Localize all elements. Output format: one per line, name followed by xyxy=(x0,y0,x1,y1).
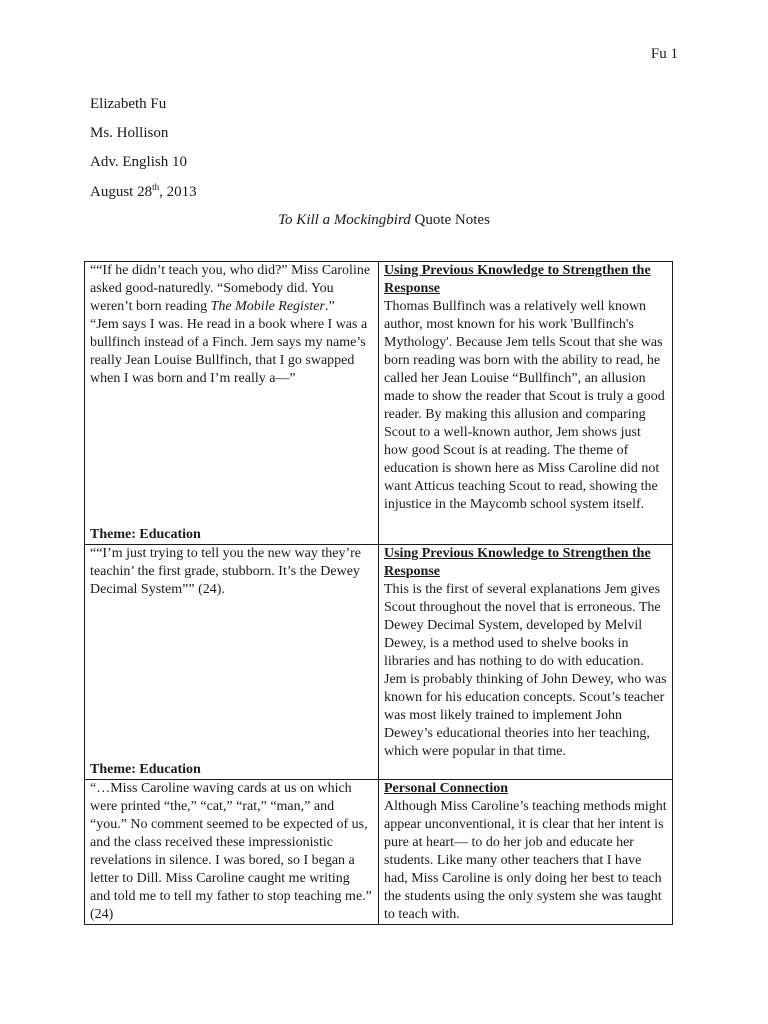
quote-cell xyxy=(85,545,379,780)
analysis-body: This is the first of several explanations Jem gives Scout throughout the novel that is erroneous. The Dewey Decimal System, developed by Melvil Dewey, is a method used to shelve books in libraries and has nothing to do with education. Jem is probably thinking of John Dewey, who was known for his education concepts. Scout’s teacher was most likely trained to implement John Dewey’s educational theories into her teaching, which were popular in that time. xyxy=(384,582,667,759)
quote-text xyxy=(90,262,373,388)
book-title: To Kill a Mockingbird xyxy=(278,212,411,228)
analysis-heading: Personal Connection xyxy=(384,781,509,796)
quote-cell xyxy=(85,780,379,925)
date-year: , 2013 xyxy=(159,184,197,200)
page-number: Fu 1 xyxy=(650,46,678,62)
theme-label: Theme: Education xyxy=(90,762,201,777)
analysis-heading: Using Previous Knowledge to Strengthen the Response xyxy=(384,546,651,579)
table-row xyxy=(85,545,673,780)
quote-notes-table xyxy=(84,261,673,925)
date-main: August 28 xyxy=(90,184,153,200)
quote-text-part: ““If he didn’t teach you, who did?” Miss Caroline asked good-naturedly. “Somebody did. You weren’t born reading xyxy=(90,263,371,314)
quote-italic-title: The Mobile Register xyxy=(210,299,325,314)
course-name: Adv. English 10 xyxy=(90,154,187,170)
analysis-cell xyxy=(379,545,673,780)
title-rest: Quote Notes xyxy=(410,212,490,228)
analysis-body: Thomas Bullfinch was a relatively well known author, most known for his work 'Bullfinch's Mythology'. Because Jem tells Scout that she was born reading was born with the ability to read, he called her Jean Louise “Bullfinch”, an allusion made to show the reader that Scout is truly a good reader. By making this allusion and comparing Scout to a well-known author, Jem shows just how good Scout is at reading. The theme of education is shown here as Miss Caroline did not want Atticus teaching Scout to read, showing the injustice in the Maycomb school system itself. xyxy=(384,299,665,512)
table-row xyxy=(85,780,673,925)
analysis-cell xyxy=(379,262,673,545)
theme-label: Theme: Education xyxy=(90,527,201,542)
quote-text-part: .” “Jem says I was. He read in a book where I was a bullfinch instead of a Finch. Jem says my name’s really Jean Louise Bullfinch, that I go swapped when I was born and I’m really a—” xyxy=(90,299,368,386)
analysis-cell xyxy=(379,780,673,925)
date-superscript: th xyxy=(152,182,160,192)
document-title xyxy=(0,212,768,229)
teacher-name: Ms. Hollison xyxy=(90,125,169,141)
quote-cell xyxy=(85,262,379,545)
quote-text: ““I’m just trying to tell you the new way they’re teachin’ the first grade, stubborn. It’s the Dewey Decimal System”” (24). xyxy=(90,546,361,597)
author-name: Elizabeth Fu xyxy=(90,96,167,112)
analysis-body: Although Miss Caroline’s teaching methods might appear unconventional, it is clear that her intent is pure at heart— to do her job and educate her students. Like many other teachers that I have had, Miss Caroline is only doing her best to teach the students using the only system she was taught to teach with. xyxy=(384,799,667,922)
quote-text: “…Miss Caroline waving cards at us on which were printed “the,” “cat,” “rat,” “man,” and “you.” No comment seemed to be expected of us, and the class received these impressionistic revelations in silence. I was bored, so I began a letter to Dill. Miss Caroline caught me writing and told me to tell my father to stop teaching me.” (24) xyxy=(90,781,372,922)
date xyxy=(90,183,197,201)
table-row xyxy=(85,262,673,545)
analysis-heading: Using Previous Knowledge to Strengthen the Response xyxy=(384,263,651,296)
